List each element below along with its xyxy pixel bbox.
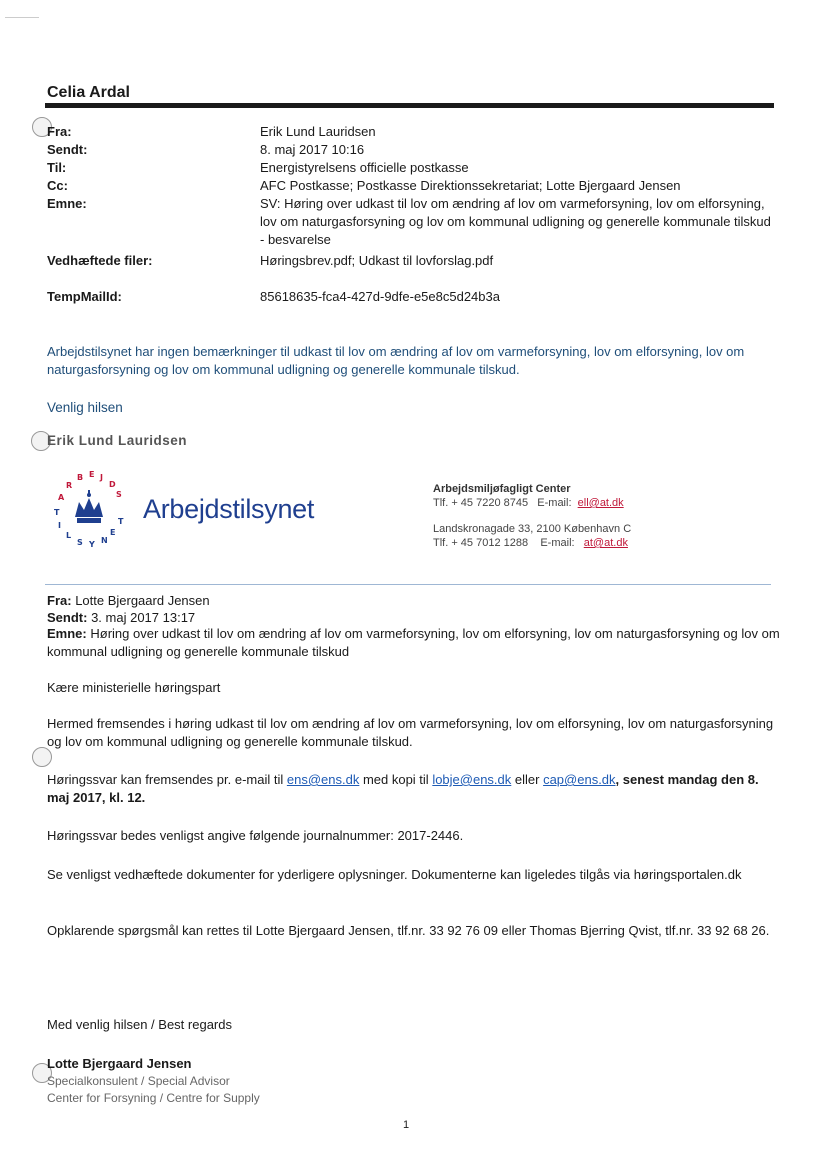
logo-wordmark: Arbejdstilsynet (143, 494, 315, 524)
svg-text:Y: Y (89, 540, 95, 549)
orig-paragraph-4: Se venligst vedhæftede dokumenter for yderligere oplysninger. Dokumenterne kan ligeledes tilgås via høringsportalen.dk (47, 867, 742, 882)
svg-text:L: L (66, 531, 72, 540)
orig-paragraph-3: Høringssvar bedes venligst angive følgende journalnummer: 2017-2446. (47, 828, 464, 843)
from-label: Fra: (47, 124, 72, 139)
center-email-link-1[interactable]: ell@at.dk (577, 497, 624, 509)
orig-signature-title: Specialkonsulent / Special Advisor (47, 1074, 230, 1088)
svg-text:S: S (77, 538, 83, 547)
svg-text:J: J (100, 473, 103, 482)
orig-signature-name: Lotte Bjergaard Jensen (47, 1056, 192, 1071)
svg-text:E: E (110, 528, 116, 537)
orig-salutation: Kære ministerielle høringspart (47, 680, 221, 695)
svg-text:E: E (89, 470, 95, 479)
svg-text:S: S (116, 490, 122, 499)
reply-greeting: Venlig hilsen (47, 400, 123, 415)
page-number: 1 (403, 1119, 410, 1131)
subject-label: Emne: (47, 196, 87, 211)
sent-value: 8. maj 2017 10:16 (260, 142, 365, 157)
svg-text:N: N (101, 536, 108, 545)
svg-text:D: D (109, 480, 116, 489)
center-address: Landskronagade 33, 2100 København C (433, 523, 632, 535)
to-label: Til: (47, 160, 67, 175)
attachments-label: Vedhæftede filer: (47, 253, 153, 268)
tempmail-value: 85618635-fca4-427d-9dfe-e5e8c5d24b3a (260, 289, 500, 304)
from-value: Erik Lund Lauridsen (260, 124, 376, 139)
svg-text:A: A (58, 493, 65, 502)
orig-paragraph-2: Høringssvar kan fremsendes pr. e-mail til ens@ens.dk med kopi til lobje@ens.dk eller cap@ens.dk, senest mandag den 8. maj 2017, kl. 12. (47, 772, 759, 805)
svg-text:T: T (118, 517, 124, 526)
cc-value: AFC Postkasse; Postkasse Direktionssekretariat; Lotte Bjergaard Jensen (260, 178, 681, 193)
ens-email-link[interactable]: ens@ens.dk (286, 772, 360, 787)
orig-from: Fra: Lotte Bjergaard Jensen (47, 593, 210, 608)
cc-label: Cc: (47, 178, 68, 193)
scan-mark (5, 17, 39, 18)
document-title: Celia Ardal (47, 84, 130, 101)
orig-paragraph-5: Opklarende spørgsmål kan rettes til Lotte Bjergaard Jensen, tlf.nr. 33 92 76 09 eller Thomas Bjerring Qvist, tlf.nr. 33 92 68 26. (47, 923, 770, 938)
orig-closing: Med venlig hilsen / Best regards (47, 1017, 232, 1032)
to-value: Energistyrelsens officielle postkasse (260, 160, 469, 175)
message-separator (45, 584, 771, 585)
svg-text:I: I (58, 521, 61, 530)
svg-text:R: R (66, 481, 73, 490)
center-contact-1: Tlf. + 45 7220 8745 E-mail: ell@at.dk (433, 497, 624, 509)
svg-text:T: T (54, 508, 60, 517)
attachments-value: Høringsbrev.pdf; Udkast til lovforslag.pdf (260, 253, 494, 268)
reply-signature: Erik Lund Lauridsen (47, 433, 188, 448)
cap-email-link[interactable]: cap@ens.dk (543, 772, 616, 787)
orig-sent: Sendt: 3. maj 2017 13:17 (47, 610, 196, 625)
tempmail-label: TempMailId: (47, 289, 122, 304)
sent-label: Sendt: (47, 142, 88, 157)
orig-paragraph-1: Hermed fremsendes i høring udkast til lov om ændring af lov om varmeforsyning, lov om elforsyning, lov om naturgasforsyning og lov om kommunal udligning og generelle kommunale tilskud. (47, 716, 774, 749)
center-name: Arbejdsmiljøfagligt Center (433, 483, 571, 495)
center-contact-2: Tlf. + 45 7012 1288 E-mail: at@at.dk (433, 537, 628, 549)
title-divider (45, 103, 774, 108)
reply-body: Arbejdstilsynet har ingen bemærkninger til udkast til lov om ændring af lov om varmeforsyning, lov om elforsyning, lov om naturgasforsyning og lov om kommunal udligning og generelle kommunale tilskud. (47, 344, 745, 377)
orig-signature-dept: Center for Forsyning / Centre for Supply (47, 1091, 260, 1105)
crown-logo-icon (46, 468, 132, 550)
center-email-link-2[interactable]: at@at.dk (583, 537, 628, 549)
lobje-email-link[interactable]: lobje@ens.dk (432, 772, 512, 787)
orig-subject: Emne: Høring over udkast til lov om ændring af lov om varmeforsyning, lov om elforsyning, lov om naturgasforsyning og lov om kommunal udligning og generelle kommunale tilskud (47, 626, 780, 659)
subject-value: SV: Høring over udkast til lov om ændring af lov om varmeforsyning, lov om elforsyning, lov om naturgasforsyning og lov om kommunal udligning og generelle kommunale tilskud - besvarelse (260, 196, 771, 247)
svg-text:B: B (77, 473, 84, 482)
